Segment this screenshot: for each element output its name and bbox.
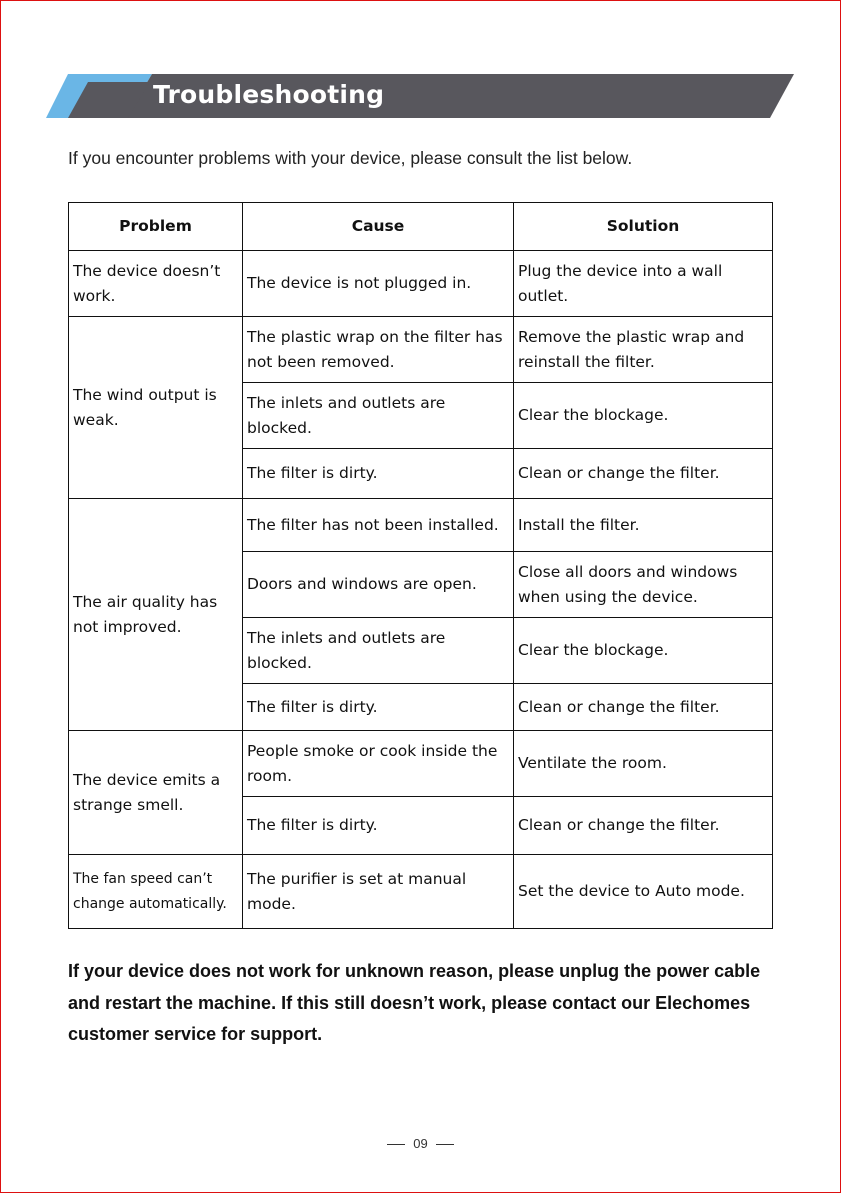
section-banner <box>0 0 841 130</box>
problem-cell: The device emits a strange smell. <box>69 731 243 855</box>
table-row <box>69 855 773 929</box>
cause-cell: The filter has not been installed. <box>243 499 514 552</box>
table-row <box>69 317 773 383</box>
header-problem: Problem <box>69 203 243 251</box>
table-row <box>69 731 773 797</box>
intro-text: If you encounter problems with your device, please consult the list below. <box>68 148 633 168</box>
problem-cell: The air quality has not improved. <box>69 499 243 731</box>
cause-cell: The plastic wrap on the filter has not been removed. <box>243 317 514 383</box>
cause-cell: The inlets and outlets are blocked. <box>243 383 514 449</box>
cause-cell: The device is not plugged in. <box>243 251 514 317</box>
header-cause: Cause <box>243 203 514 251</box>
solution-cell: Ventilate the room. <box>514 731 773 797</box>
page-title: Troubleshooting <box>153 80 385 109</box>
problem-cell: The fan speed can’t change automatically. <box>69 855 243 929</box>
cause-cell: The purifier is set at manual mode. <box>243 855 514 929</box>
page-number <box>0 1136 841 1151</box>
cause-cell: The inlets and outlets are blocked. <box>243 618 514 684</box>
cause-cell: People smoke or cook inside the room. <box>243 731 514 797</box>
solution-cell: Clean or change the filter. <box>514 684 773 731</box>
solution-cell: Clean or change the filter. <box>514 797 773 855</box>
solution-cell: Clear the blockage. <box>514 383 773 449</box>
cause-cell: The filter is dirty. <box>243 797 514 855</box>
cause-cell: Doors and windows are open. <box>243 552 514 618</box>
solution-cell: Close all doors and windows when using the device. <box>514 552 773 618</box>
solution-cell: Remove the plastic wrap and reinstall the filter. <box>514 317 773 383</box>
solution-cell: Clear the blockage. <box>514 618 773 684</box>
problem-cell: The device doesn’t work. <box>69 251 243 317</box>
table-row <box>69 251 773 317</box>
page-number-dash-left <box>387 1144 405 1145</box>
table-header-row <box>69 203 773 251</box>
header-solution: Solution <box>514 203 773 251</box>
table-row <box>69 499 773 552</box>
solution-cell: Set the device to Auto mode. <box>514 855 773 929</box>
problem-cell: The wind output is weak. <box>69 317 243 499</box>
page-number-value: 09 <box>413 1136 428 1151</box>
troubleshooting-table <box>68 202 773 929</box>
solution-cell: Install the filter. <box>514 499 773 552</box>
cause-cell: The filter is dirty. <box>243 684 514 731</box>
cause-cell: The filter is dirty. <box>243 449 514 499</box>
solution-cell: Plug the device into a wall outlet. <box>514 251 773 317</box>
support-notice: If your device does not work for unknown reason, please unplug the power cable and restart the machine. If this still doesn’t work, please contact our Elechomes customer service for support. <box>68 961 761 1044</box>
page-number-dash-right <box>436 1144 454 1145</box>
solution-cell: Clean or change the filter. <box>514 449 773 499</box>
